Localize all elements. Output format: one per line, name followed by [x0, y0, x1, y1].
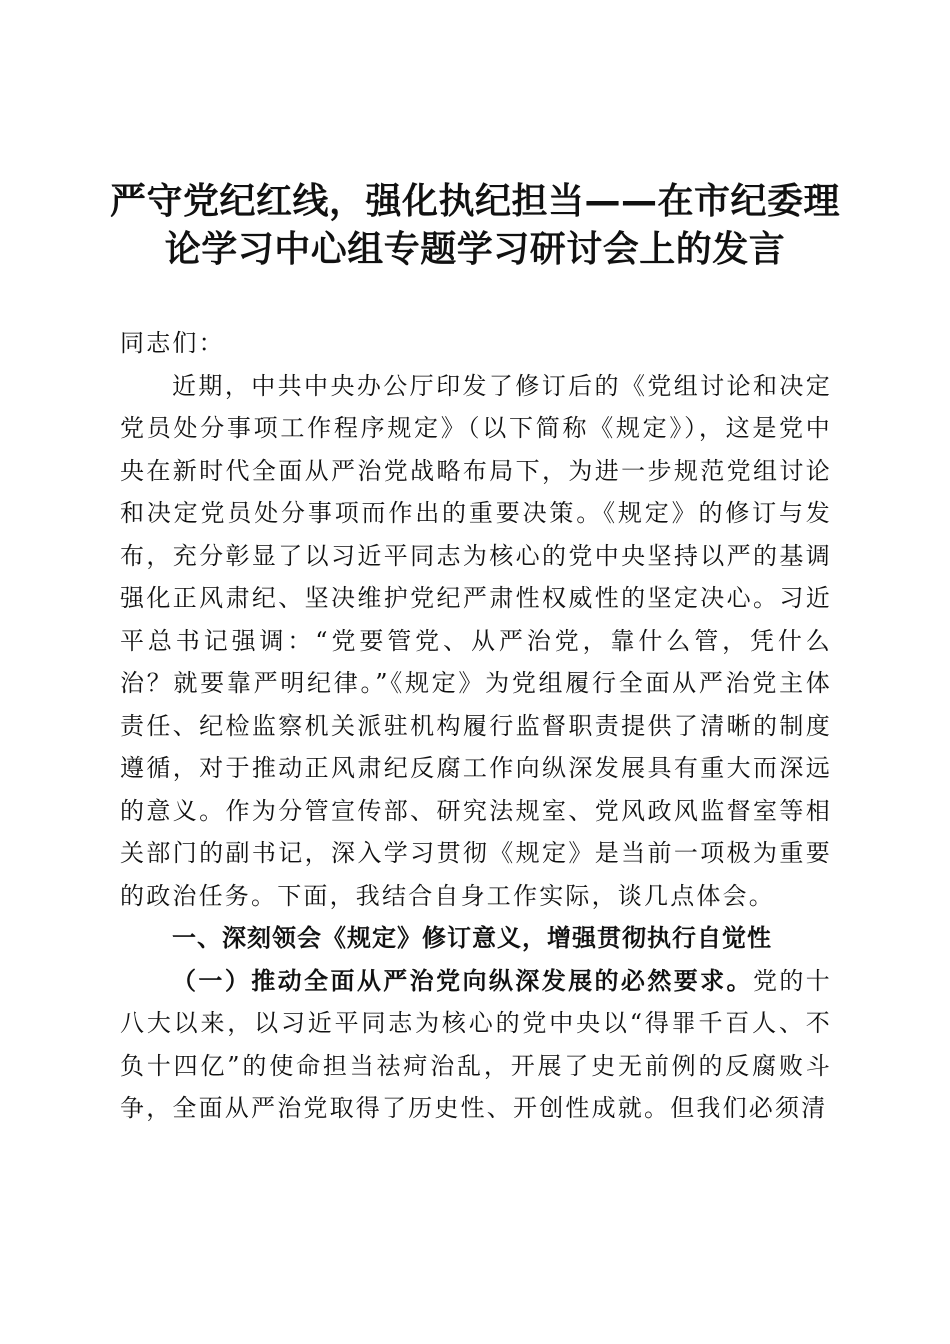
title-line-1: 严守党纪红线，强化执纪担当——在市纪委理 [109, 181, 840, 222]
salutation: 同志们： [120, 329, 225, 357]
title-line-2: 论学习中心组专题学习研讨会上的发言 [164, 229, 786, 270]
subsection-text: 党的十八大以来，以习近平同志为核心的党中央以“得罪千百人、不负十四亿”的使命担当祛疴治乱，开展了史无前例的反腐败斗争，全面从严治党取得了历史性、开创性成就。但我们必须清 [120, 966, 832, 1122]
subsection-paragraph-1 [120, 960, 832, 1130]
intro-paragraph: 近期，中共中央办公厅印发了修订后的《党组讨论和决定党员处分事项工作程序规定》（以下简称《规定》），这是党中央在新时代全面从严治党战略布局下，为进一步规范党组讨论和决定党员处分事项而作出的重要决策。《规定》的修订与发布，充分彰显了以习近平同志为核心的党中央坚持以严的基调强化正风肃纪、坚决维护党纪严肃性权威性的坚定决心。习近平总书记强调：“党要管党、从严治党，靠什么管，凭什么治？就要靠严明纪律。”《规定》为党组履行全面从严治党主体责任、纪检监察机关派驻机构履行监督职责提供了清晰的制度遵循，对于推动正风肃纪反腐工作向纵深发展具有重大而深远的意义。作为分管宣传部、研究法规室、党风政风监督室等相关部门的副书记，深入学习贯彻《规定》是当前一项极为重要的政治任务。下面，我结合自身工作实际，谈几点体会。 [120, 371, 832, 910]
subsection-lead: （一）推动全面从严治党向纵深发展的必然要求。 [172, 966, 753, 995]
document-title [100, 178, 850, 274]
document-body [120, 322, 832, 1130]
section-heading-1: 一、深刻领会《规定》修订意义，增强贯彻执行自觉性 [172, 924, 772, 952]
